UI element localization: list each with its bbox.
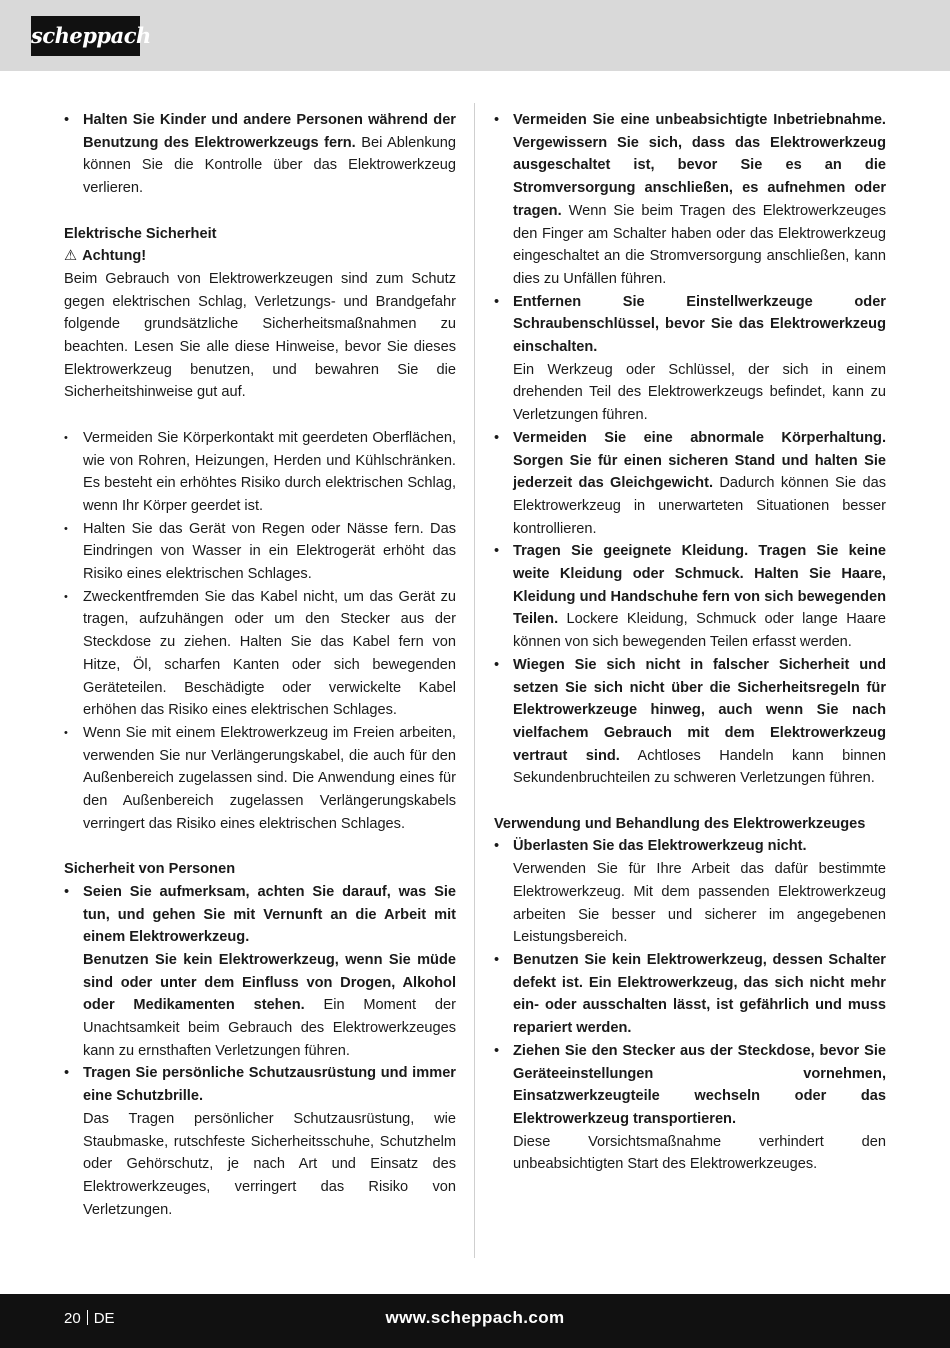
list-item	[64, 109, 456, 200]
list-item	[494, 427, 886, 541]
section-heading-persons: Sicherheit von Personen	[64, 861, 236, 878]
item-bold: Vermeiden Sie eine unbeabsichtigte Inbetriebnahme. Vergewissern Sie sich, dass das Elektrowerkzeug ausgeschaltet ist, bevor Sie es an die Stromversorgung anschließen, es aufnehmen oder tragen.	[513, 112, 886, 219]
intro-list	[64, 109, 456, 200]
persons-list	[64, 881, 456, 1222]
page-header	[0, 0, 950, 71]
list-item	[494, 654, 886, 790]
list-item	[494, 109, 886, 291]
list-item: • Wenn Sie mit einem Elektrowerkzeug im Freien arbeiten, verwenden Sie nur Verlängerungskabel, die auch für den Außenbereich zugelassen sind. Die Anwendung eines für den Außenbereich zugelassen Verlängerungskabels verringert das Risiko eines elektrischen Schlages.	[64, 722, 456, 836]
list-item	[64, 881, 456, 1063]
usage-list	[494, 835, 886, 1176]
item-bold: Tragen Sie geeignete Kleidung. Tragen Sie keine weite Kleidung oder Schmuck. Halten Sie Haare, Kleidung und Handschuhe fern von sich bewegenden Teilen.	[513, 543, 886, 628]
item-text: Lockere Kleidung, Schmuck oder lange Haare können von sich bewegenden Teilen erfasst werden.	[513, 611, 886, 651]
list-item	[64, 1062, 456, 1221]
item-text: Achtloses Handeln kann binnen Sekundenbruchteilen zu schweren Verletzungen führen.	[513, 747, 886, 787]
warning-triangle-icon: ⚠	[64, 248, 78, 265]
item-bold: Wiegen Sie sich nicht in falscher Sicherheit und setzen Sie sich nicht über die Sicherheitsregeln für Elektrowerkzeuge hinweg, auch wenn Sie nach vielfachem Gebrauch mit dem Elektrowerkzeug vertraut sind.	[513, 656, 886, 764]
list-item	[494, 949, 886, 1040]
list-item: • Vermeiden Sie Körperkontakt mit geerdeten Oberflächen, wie von Rohren, Heizungen, Herden und Kühlschränken. Es besteht ein erhöhtes Risiko durch elektrischen Schlag, wenn Ihr Körper geerdet ist.	[64, 427, 456, 518]
page-footer	[0, 1294, 950, 1348]
electrical-intro-text: Beim Gebrauch von Elektrowerkzeugen sind zum Schutz gegen elektrischen Schlag, Verletzungs- und Brandgefahr folgende grundsätzliche Sicherheitsmaßnahmen zu beachten. Lesen Sie alle diese Hinweise, bevor Sie dieses Elektrowerkzeug benutzen, und bewahren Sie die Sicherheitshinweise gut auf.	[64, 270, 456, 401]
item-bold: Entfernen Sie Einstellwerkzeuge oder Schraubenschlüssel, bevor Sie das Elektrowerkzeug einschalten.	[513, 293, 886, 356]
item-text: Verwenden Sie für Ihre Arbeit das dafür bestimmte Elektrowerkzeug. Mit dem passenden Elektrowerkzeug arbeiten Sie besser und sicherer im angegebenen Leistungsbereich.	[513, 861, 886, 946]
website-url: www.scheppach.com	[385, 1308, 565, 1327]
item-bold: Halten Sie Kinder und andere Personen während der Benutzung des Elektrowerkzeugs fern.	[83, 112, 456, 151]
item-bold: Benutzen Sie kein Elektrowerkzeug, dessen Schalter defekt ist. Ein Elektrowerkzeug, das sich nicht mehr ein- oder ausschalten lässt, ist gefährlich und muss repariert werden.	[513, 952, 886, 1037]
warning-label: Achtung!	[82, 248, 147, 265]
item-text: Wenn Sie beim Tragen des Elektrowerkzeuges den Finger am Schalter haben oder das Elektrowerkzeug eingeschaltet an die Stromversorgung anschließen, kann dies zu Unfällen führen.	[513, 202, 886, 287]
list-item: • Zweckentfremden Sie das Kabel nicht, um das Gerät zu tragen, aufzuhängen oder um den Stecker aus der Steckdose zu ziehen. Halten Sie das Kabel fern von Hitze, Öl, scharfen Kanten oder sich bewegenden Geräteteilen. Beschädigte oder verwickelte Kabel erhöhen das Risiko eines elektrischen Schlages.	[64, 586, 456, 722]
list-item: • Halten Sie das Gerät von Regen oder Nässe fern. Das Eindringen von Wasser in ein Elektrogerät erhöht das Risiko eines elektrischen Schlages.	[64, 518, 456, 586]
item-bold: Ziehen Sie den Stecker aus der Steckdose, bevor Sie Geräteeinstellungen vornehmen, Einsatzwerkzeugteile wechseln oder das Elektrowerkzeug transportieren.	[513, 1042, 886, 1127]
language-code: DE	[93, 1310, 115, 1327]
list-item	[494, 1040, 886, 1176]
item-bold: Vermeiden Sie eine abnormale Körperhaltung. Sorgen Sie für einen sicheren Stand und halten Sie jederzeit das Gleichgewicht.	[513, 429, 886, 492]
item-bold: Überlasten Sie das Elektrowerkzeug nicht.	[513, 838, 807, 855]
item-bold: Benutzen Sie kein Elektrowerkzeug, wenn Sie müde sind oder unter dem Einfluss von Drogen, Alkohol oder Medikamenten stehen.	[83, 951, 456, 1014]
column-divider	[474, 103, 475, 1258]
item-bold: Tragen Sie persönliche Schutzausrüstung und immer eine Schutzbrille.	[83, 1065, 456, 1105]
page-number: 20	[64, 1310, 81, 1327]
section-heading-usage: Verwendung und Behandlung des Elektrowerkzeuges	[494, 815, 866, 832]
item-text: Ein Moment der Unachtsamkeit beim Gebrauch des Elektrowerkzeuges kann zu ernsthaften Verletzungen führen.	[83, 997, 456, 1059]
item-text: Diese Vorsichtsmaßnahme verhindert den unbeabsichtigten Start des Elektrowerkzeuges.	[513, 1133, 886, 1173]
left-column	[64, 109, 456, 1221]
right-column	[494, 109, 886, 1176]
persons-list-continued	[494, 109, 886, 790]
item-text: Das Tragen persönlicher Schutzausrüstung, wie Staubmaske, rutschfeste Sicherheitsschuhe, Schutzhelm oder Gehörschutz, je nach Art und Einsatz des Elektrowerkzeuges, verringert das Risiko von Verletzungen.	[83, 1110, 456, 1218]
list-item	[494, 540, 886, 654]
warning-line	[64, 245, 456, 268]
item-text: Bei Ablenkung können Sie die Kontrolle über das Elektrowerkzeug verlieren.	[83, 134, 456, 197]
item-text: Dadurch können Sie das Elektrowerkzeug in unerwarteten Situationen besser kontrollieren.	[513, 475, 886, 537]
section-heading-electrical: Elektrische Sicherheit	[64, 225, 217, 242]
list-item	[494, 835, 886, 949]
electrical-list	[64, 427, 456, 836]
item-bold: Seien Sie aufmerksam, achten Sie darauf, was Sie tun, und gehen Sie mit Vernunft an die Arbeit mit einem Elektrowerkzeug.	[83, 883, 456, 946]
list-item	[494, 291, 886, 427]
scheppach-logo: scheppach	[31, 16, 140, 56]
item-text: Ein Werkzeug oder Schlüssel, der sich in einem drehenden Teil des Elektrowerkzeugs befindet, kann zu Verletzungen führen.	[513, 361, 886, 424]
